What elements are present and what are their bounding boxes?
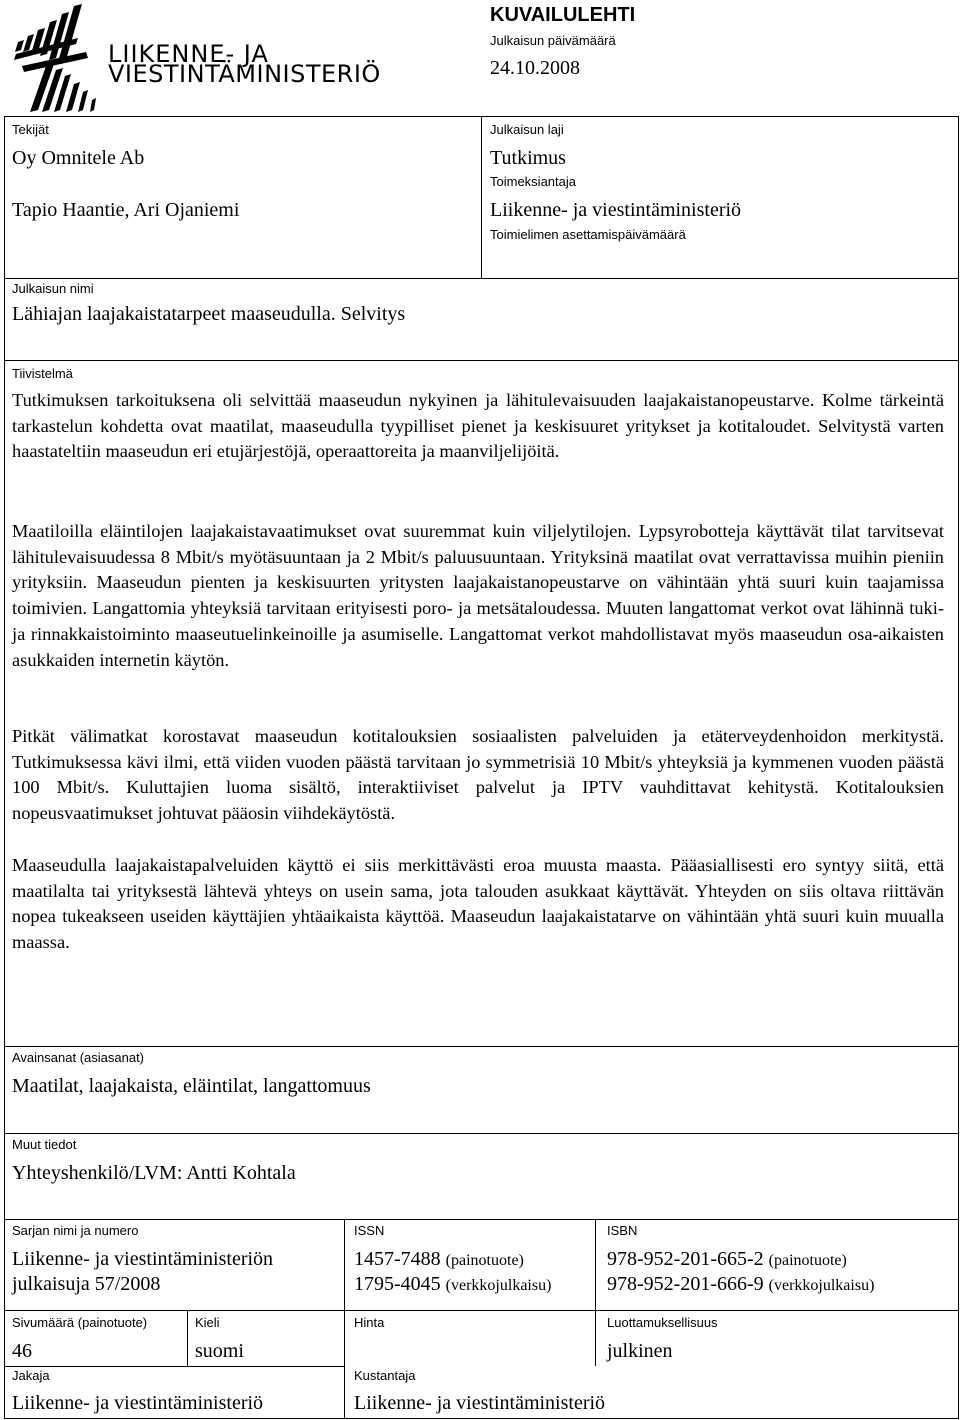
- distributor-label: Jakaja: [12, 1368, 50, 1383]
- publication-type: Tutkimus: [490, 147, 566, 169]
- isbn-label: ISBN: [607, 1223, 638, 1238]
- keywords-label: Avainsanat (asiasanat): [12, 1050, 145, 1065]
- frame-line: [4, 1133, 958, 1134]
- ministry-logo: [8, 2, 468, 114]
- issn-web-note: (verkkojulkaisu): [445, 1277, 552, 1294]
- logo-wordmark-line2: VIESTINTÄMINISTERIÖ: [108, 60, 381, 88]
- confidentiality: julkinen: [607, 1340, 673, 1362]
- series-name: Liikenne- ja viestintäministeriön: [12, 1248, 274, 1270]
- keywords: Maatilat, laajakaista, eläintilat, langattomuus: [12, 1075, 371, 1097]
- frame-line: [4, 360, 958, 361]
- author-names: Tapio Haantie, Ari Ojaniemi: [12, 199, 240, 221]
- page-count-label: Sivumäärä (painotuote): [12, 1315, 148, 1330]
- frame-line: [595, 1219, 596, 1366]
- publication-date: 24.10.2008: [490, 57, 580, 79]
- issn-label: ISSN: [354, 1223, 385, 1238]
- frame-line: [187, 1310, 188, 1366]
- frame-line: [4, 1418, 958, 1419]
- frame-line: [958, 116, 959, 1419]
- other-info-label: Muut tiedot: [12, 1137, 77, 1152]
- abstract-paragraph: Pitkät välimatkat korostavat maaseudun kotitalouksien sosiaalisten palveluiden ja etäterveydenhoidon merkitystä. Tutkimuksessa kävi ilmi, että viiden vuoden päästä tarvitaan jo symmetrisiä 10 Mbit/s yhteyksiä ja kymmenen vuoden päästä 100 Mbit/s. Kuluttajien luoma sisältö, interaktiiviset palvelut ja IPTV vauhdittavat kehitystä. Kotitalouksien nopeusvaatimukset johtuvat pääosin viihdekäytöstä.: [12, 726, 944, 824]
- document-type-title: KUVAILULEHTI: [490, 4, 636, 26]
- issn-print-note: (painotuote): [445, 1252, 524, 1269]
- authors-label: Tekijät: [12, 122, 49, 137]
- abstract-paragraph: Tutkimuksen tarkoituksena oli selvittää maaseudun nykyinen ja lähitulevaisuuden laajakaistanopeustarve. Kolme tärkeintä tarkastelun kohdetta ovat maatilat, maaseudulla tyypilliset pienet ja keskisuuret yritykset ja kotitaloudet. Selvitystä varten haastateltiin maaseudun eri etujärjestöjä, operaattoreita ja maanviljelijöitä.: [12, 390, 944, 462]
- publication-name-label: Julkaisun nimi: [12, 281, 94, 296]
- publisher-label: Kustantaja: [354, 1368, 416, 1383]
- isbn-web: [607, 1272, 874, 1298]
- commissioner-label: Toimeksiantaja: [490, 174, 576, 189]
- distributor: Liikenne- ja viestintäministeriö: [12, 1392, 264, 1414]
- isbn-web-number: 978-952-201-666-9: [607, 1273, 764, 1295]
- frame-line: [4, 1219, 958, 1220]
- frame-line: [4, 1366, 344, 1367]
- frame-line: [4, 116, 5, 1419]
- publication-type-label: Julkaisun laji: [490, 122, 564, 137]
- isbn-print: [607, 1247, 847, 1273]
- frame-line: [4, 1046, 958, 1047]
- series-label: Sarjan nimi ja numero: [12, 1223, 139, 1238]
- price-label: Hinta: [354, 1315, 385, 1330]
- frame-line: [344, 1219, 345, 1418]
- language: suomi: [195, 1340, 244, 1362]
- language-label: Kieli: [195, 1315, 220, 1330]
- issn-print: [354, 1247, 524, 1273]
- page-count: 46: [12, 1340, 32, 1362]
- logo-wordmark-line1: LIIKENNE- JA: [108, 40, 269, 68]
- isbn-web-note: (verkkojulkaisu): [768, 1277, 875, 1294]
- issn-web-number: 1795-4045: [354, 1273, 441, 1295]
- isbn-print-number: 978-952-201-665-2: [607, 1248, 764, 1270]
- frame-line: [4, 278, 958, 279]
- publisher: Liikenne- ja viestintäministeriö: [354, 1392, 606, 1414]
- author-organization: Oy Omnitele Ab: [12, 147, 145, 169]
- issn-print-number: 1457-7488: [354, 1248, 441, 1270]
- other-info: Yhteyshenkilö/LVM: Antti Kohtala: [12, 1162, 296, 1184]
- isbn-print-note: (painotuote): [768, 1252, 847, 1269]
- series-number: julkaisuja 57/2008: [12, 1273, 161, 1295]
- logo-emblem-icon: [8, 2, 118, 114]
- confidentiality-label: Luottamuksellisuus: [607, 1315, 718, 1330]
- commissioner: Liikenne- ja viestintäministeriö: [490, 199, 742, 221]
- abstract-label: Tiivistelmä: [12, 366, 73, 381]
- publication-date-label: Julkaisun päivämäärä: [490, 33, 616, 48]
- abstract-paragraph: Maatiloilla eläintilojen laajakaistavaatimukset ovat suuremmat kuin viljelytilojen. Lypsyrobotteja käyttävät tilat tarvitsevat lähitulevaisuudessa 8 Mbit/s myötäsuuntaan ja 2 Mbit/s paluusuuntaan. Yrityksinä maatilat ovat verrattavissa muihin pieniin yrityksiin. Maaseudun pienten ja keskisuurten yritysten laajakaistanopeustarve on vähintään yhtä suuri kuin taajamissa toimivien. Langattomia yhteyksiä tarvitaan erityisesti poro- ja metsätaloudessa. Muuten langattomat verkot ovat lähinnä tuki- ja rinnakkaistoiminto maaseutuelinkeinoille ja asumiselle. Langattomat verkot mahdollistavat myös maaseudun osa-aikaisten asukkaiden internetin käytön.: [12, 521, 944, 670]
- issn-web: [354, 1272, 551, 1298]
- frame-line: [481, 116, 482, 278]
- body-date-label: Toimielimen asettamispäivämäärä: [490, 227, 686, 242]
- publication-name: Lähiajan laajakaistatarpeet maaseudulla. Selvitys: [12, 303, 406, 325]
- abstract-paragraph: Maaseudulla laajakaistapalveluiden käyttö ei siis merkittävästi eroa muusta maasta. Pääasiallisesti ero syntyy siitä, että maatilalta tai yrityksestä lähtevä yhteys on usein sama, jota talouden asukkaat käyttävät. Yhteyden on siis oltava riittävän nopea tukeakseen useiden käyttäjien yhtäaikaista käyttöä. Maaseudun laajakaistatarve on vähintään yhtä suuri kuin muualla maassa.: [12, 855, 944, 953]
- frame-line: [4, 1310, 958, 1311]
